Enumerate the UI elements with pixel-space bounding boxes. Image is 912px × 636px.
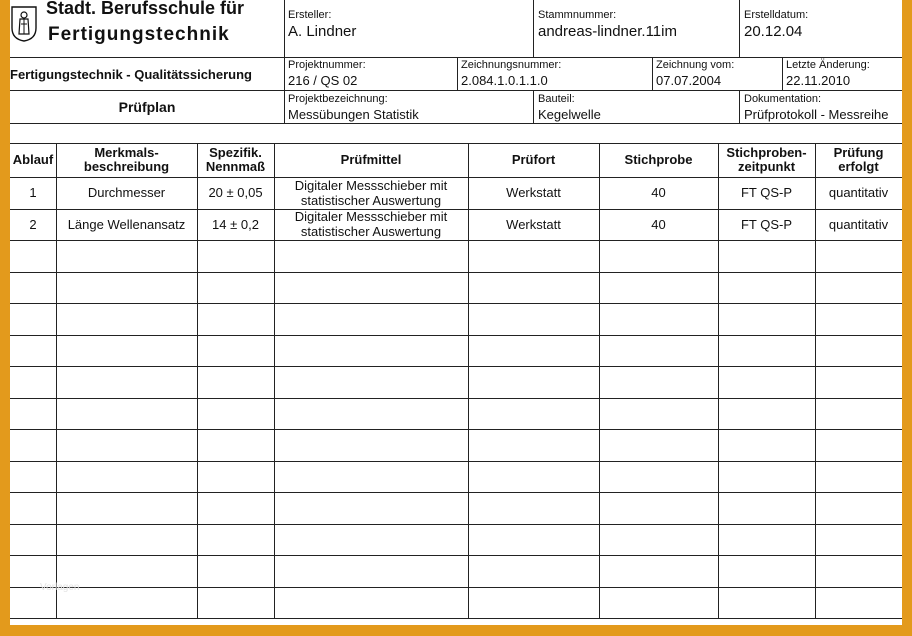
- table-cell: 40: [651, 185, 666, 200]
- table-cell: Digitaler Messschieber mit statistischer Auswertung: [294, 209, 448, 239]
- projektbezeichnung-value: Messübungen Statistik: [288, 107, 419, 122]
- column-header-line: Prüfort: [511, 152, 556, 167]
- column-header-line: Nennmaß: [205, 159, 266, 174]
- dokumentation-label: Dokumentation:: [744, 93, 822, 105]
- letzte-aenderung-label: Letzte Änderung:: [786, 59, 870, 71]
- table-cell: Digitaler Messschieber mit statistischer Auswertung: [294, 178, 448, 208]
- column-header-line: Spezifik.: [209, 145, 262, 160]
- projektnummer-value: 216 / QS 02: [288, 73, 358, 88]
- column-header-line: Prüfmittel: [340, 152, 402, 167]
- zeichnungsnummer-value: 2.084.1.0.1.1.0: [461, 73, 548, 88]
- column-header-line: Stichproben-: [726, 145, 807, 160]
- erstelldatum-value: 20.12.04: [744, 23, 803, 40]
- projektnummer-label: Projektnummer:: [288, 59, 366, 71]
- table-cell: Durchmesser: [87, 185, 166, 200]
- column-header-line: zeitpunkt: [737, 159, 796, 174]
- table-cell: 20 ± 0,05: [208, 185, 263, 200]
- bauteil-label: Bauteil:: [538, 93, 575, 105]
- stammnummer-label: Stammnummer:: [538, 9, 617, 21]
- school-name-line1: Stadt. Berufsschule für: [46, 0, 245, 18]
- zeichnung-vom-value: 07.07.2004: [656, 73, 722, 88]
- zeichnung-vom-label: Zeichnung vom:: [656, 59, 735, 71]
- ersteller-label: Ersteller:: [288, 9, 332, 21]
- department-name: Fertigungstechnik - Qualitätssicherung: [10, 67, 252, 82]
- table-cell: quantitativ: [828, 185, 889, 200]
- table-cell: 1: [29, 185, 37, 200]
- dokumentation-value: Prüfprotokoll - Messreihe: [744, 107, 889, 122]
- document-title: Prüfplan: [118, 99, 176, 115]
- column-header-line: Stichprobe: [624, 152, 693, 167]
- table-cell: 14 ± 0,2: [212, 217, 259, 232]
- table-cell: quantitativ: [828, 217, 889, 232]
- erstelldatum-label: Erstelldatum:: [744, 9, 809, 21]
- column-header-line: Merkmals-: [94, 145, 159, 160]
- table-cell: FT QS-P: [740, 217, 793, 232]
- table-cell: 40: [651, 217, 666, 232]
- school-name-line2: Fertigungstechnik: [48, 24, 230, 45]
- bauteil-value: Kegelwelle: [538, 107, 601, 122]
- column-header-line: erfolgt: [838, 159, 879, 174]
- column-header-line: beschreibung: [83, 159, 170, 174]
- letzte-aenderung-value: 22.11.2010: [786, 73, 851, 88]
- column-header-line: Prüfung: [833, 145, 884, 160]
- zeichnungsnummer-label: Zeichnungsnummer:: [461, 59, 562, 71]
- stammnummer-value: andreas-lindner.11im: [538, 23, 677, 40]
- table-cell: Werkstatt: [506, 217, 561, 232]
- column-header-line: Ablauf: [12, 152, 54, 167]
- ersteller-value: A. Lindner: [288, 23, 357, 40]
- table-cell: Länge Wellenansatz: [67, 217, 186, 232]
- table-cell: 2: [29, 217, 37, 232]
- projektbezeichnung-label: Projektbezeichnung:: [288, 93, 388, 105]
- watermark-text: Vorlagen: [40, 582, 80, 593]
- table-cell: Werkstatt: [506, 185, 561, 200]
- table-cell: FT QS-P: [740, 185, 793, 200]
